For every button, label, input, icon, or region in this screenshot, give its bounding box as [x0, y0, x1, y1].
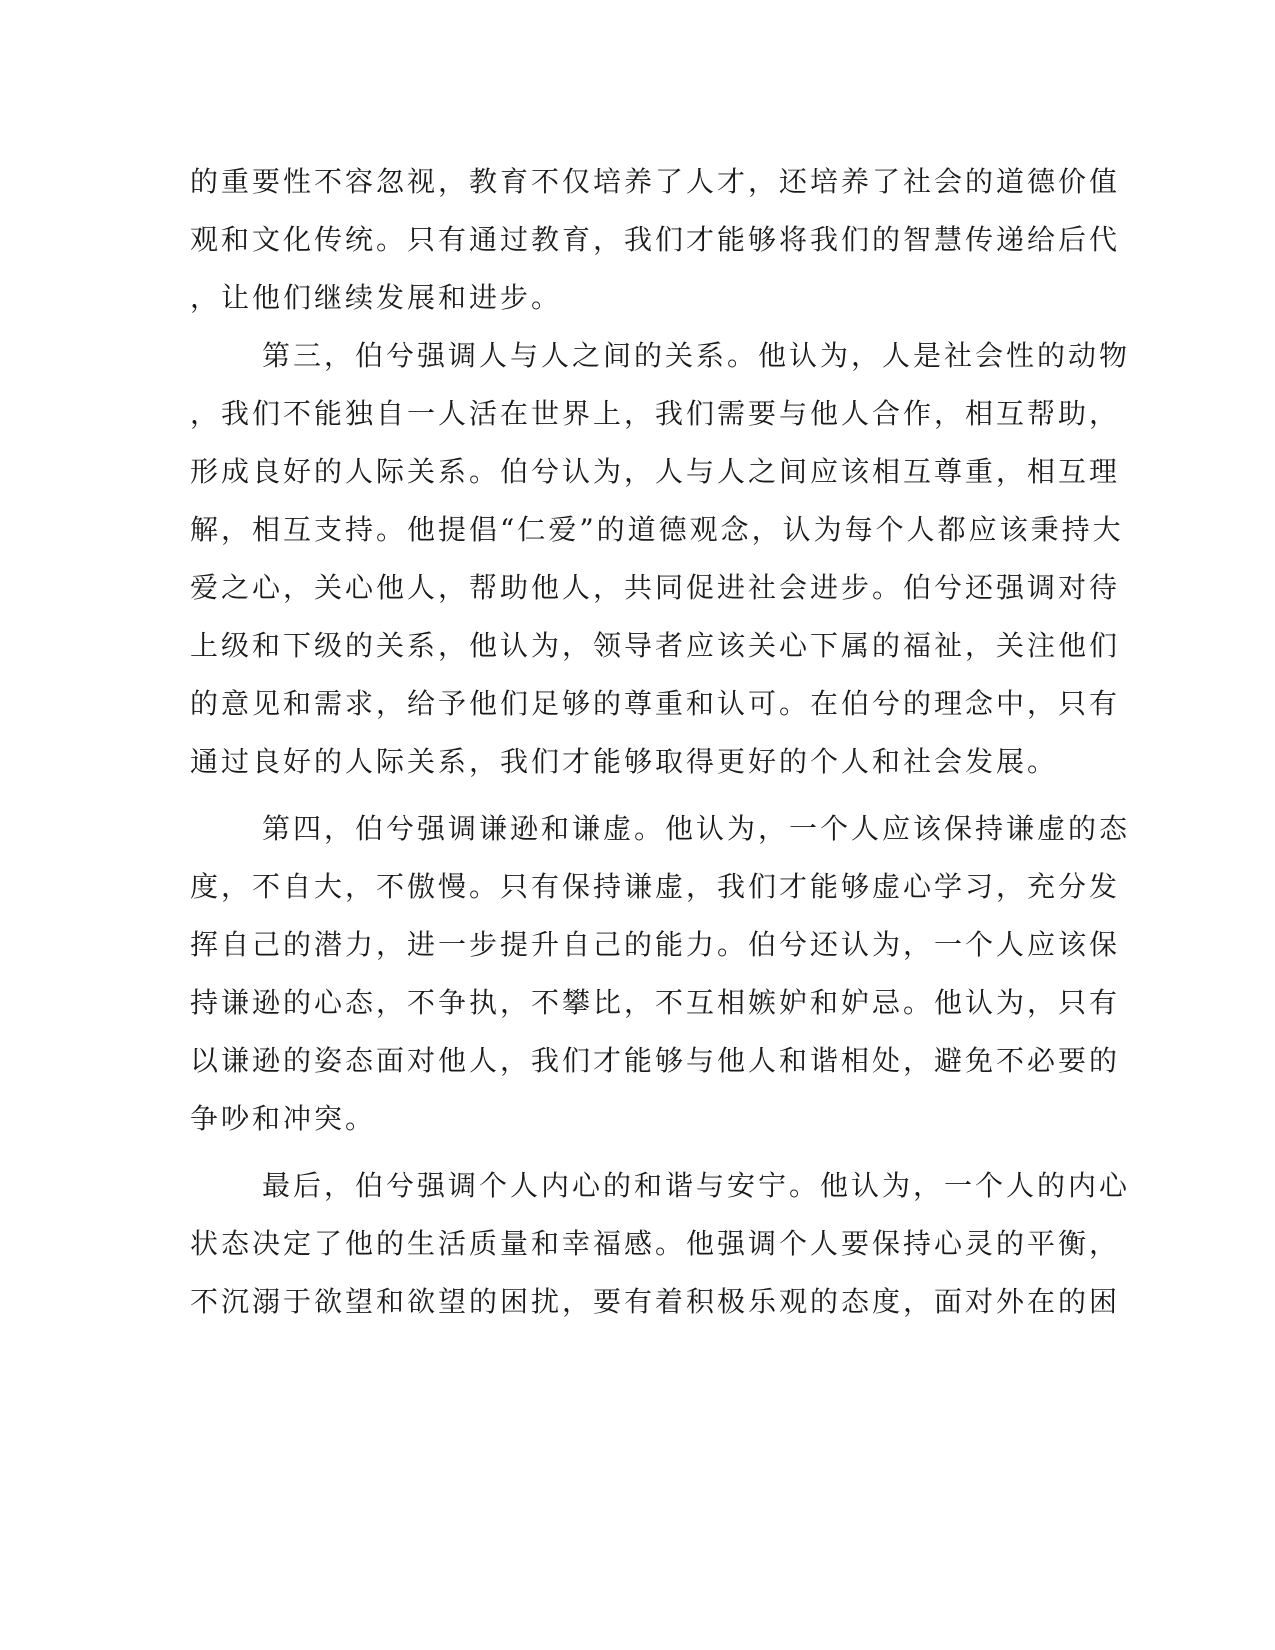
text-line: 上级和下级的关系，他认为，领导者应该关心下属的福祉，关注他们	[190, 629, 1121, 662]
paragraph-start-line: 最后，伯兮强调个人内心的和谐与安宁。他认为，一个人的内心	[262, 1169, 1131, 1202]
paragraph-start-line: 第三，伯兮强调人与人之间的关系。他认为，人是社会性的动物	[262, 339, 1131, 372]
text-line: 解，相互支持。他提倡“仁爱”的道德观念，认为每个人都应该秉持大	[190, 513, 1124, 546]
text-line: 的意见和需求，给予他们足够的尊重和认可。在伯兮的理念中，只有	[190, 687, 1121, 720]
text-line: 持谦逊的心态，不争执，不攀比，不互相嫉妒和妒忌。他认为，只有	[190, 986, 1121, 1019]
text-line: 形成良好的人际关系。伯兮认为，人与人之间应该相互尊重，相互理	[190, 455, 1121, 488]
text-line: 不沉溺于欲望和欲望的困扰，要有着积极乐观的态度，面对外在的困	[190, 1285, 1121, 1318]
text-line: 的重要性不容忽视，教育不仅培养了人才，还培养了社会的道德价值	[190, 165, 1121, 198]
text-line: ，我们不能独自一人活在世界上，我们需要与他人合作，相互帮助，	[190, 397, 1121, 430]
text-line: 以谦逊的姿态面对他人，我们才能够与他人和谐相处，避免不必要的	[190, 1044, 1121, 1077]
paragraph-start-line: 第四，伯兮强调谦逊和谦虚。他认为，一个人应该保持谦虚的态	[262, 812, 1131, 845]
text-line: ，让他们继续发展和进步。	[190, 281, 563, 314]
text-line: 爱之心，关心他人，帮助他人，共同促进社会进步。伯兮还强调对待	[190, 571, 1121, 604]
text-line: 度，不自大，不傲慢。只有保持谦虚，我们才能够虚心学习，充分发	[190, 870, 1121, 903]
text-line: 状态决定了他的生活质量和幸福感。他强调个人要保持心灵的平衡，	[190, 1227, 1121, 1260]
text-line: 观和文化传统。只有通过教育，我们才能够将我们的智慧传递给后代	[190, 223, 1121, 256]
text-line: 通过良好的人际关系，我们才能够取得更好的个人和社会发展。	[190, 745, 1059, 778]
text-line: 争吵和冲突。	[190, 1102, 377, 1135]
text-line: 挥自己的潜力，进一步提升自己的能力。伯兮还认为，一个人应该保	[190, 928, 1121, 961]
